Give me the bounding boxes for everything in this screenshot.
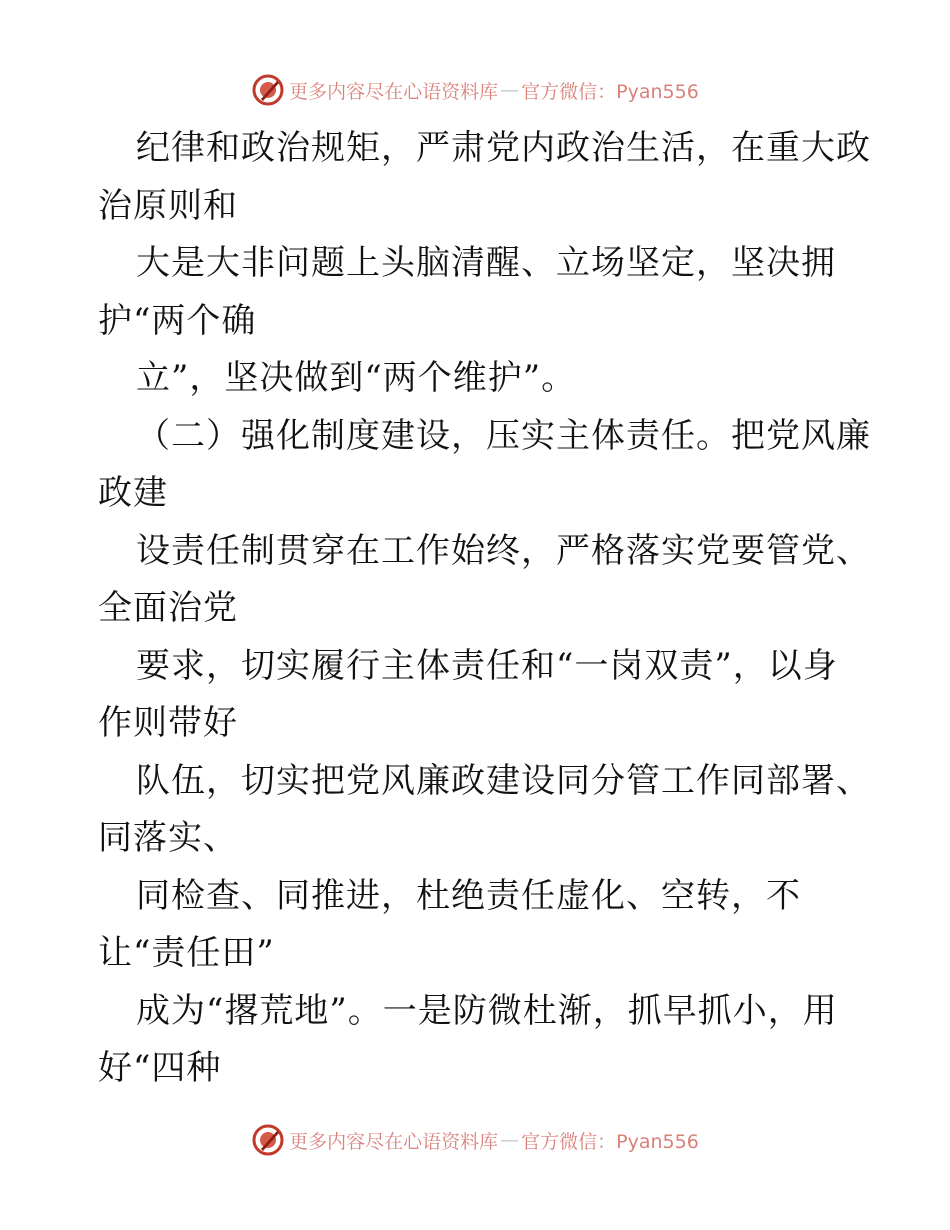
banner-separator: —: [500, 1129, 520, 1151]
paragraph-line: 政建: [98, 473, 168, 513]
paragraph-line: 队伍，切实把党风廉政建设同分管工作同部署、: [136, 760, 871, 801]
paragraph-line: 立”，坚决做到“两个维护”。: [136, 358, 577, 398]
paragraph-line: 好“四种: [98, 1048, 222, 1088]
paragraph-line: 同落实、: [98, 818, 238, 858]
paragraph-line: 纪律和政治规矩，严肃党内政治生活，在重大政: [136, 128, 871, 168]
paragraph-line: 大是大非问题上头脑清醒、立场坚定，坚决拥: [136, 243, 836, 283]
paragraph-line: 治原则和: [98, 185, 238, 226]
paragraph-line: 要求，切实履行主体责任和“一岗双责”，以身: [136, 645, 838, 686]
banner-wechat-text: 官方微信：Pyan556: [521, 1130, 699, 1153]
paragraph-line: 让“责任田”: [98, 933, 275, 973]
paragraph-line: 全面治党: [98, 588, 238, 628]
banner-wechat-text: 官方微信：Pyan556: [521, 80, 699, 103]
paragraph-line: 护“两个确: [98, 300, 257, 341]
document-body: [98, 120, 871, 1098]
footer-banner: [0, 1120, 950, 1160]
paragraph-line: 同检查、同推进，杜绝责任虚化、空转，不: [136, 875, 801, 916]
paragraph-line: 设责任制贯穿在工作始终，严格落实党要管党、: [136, 530, 871, 571]
banner-separator: —: [500, 79, 520, 101]
paragraph-line: 成为“撂荒地”。一是防微杜渐，抓早抓小，用: [136, 990, 838, 1031]
pen-logo-icon: [251, 73, 285, 107]
paragraph-line: （二）强化制度建设，压实主体责任。把党风廉: [136, 415, 871, 456]
banner-site-text: 更多内容尽在心语资料库: [289, 1130, 499, 1153]
pen-logo-icon: [251, 1123, 285, 1157]
banner-site-text: 更多内容尽在心语资料库: [289, 80, 499, 103]
header-banner: [0, 70, 950, 110]
paragraph-line: 作则带好: [98, 703, 238, 743]
